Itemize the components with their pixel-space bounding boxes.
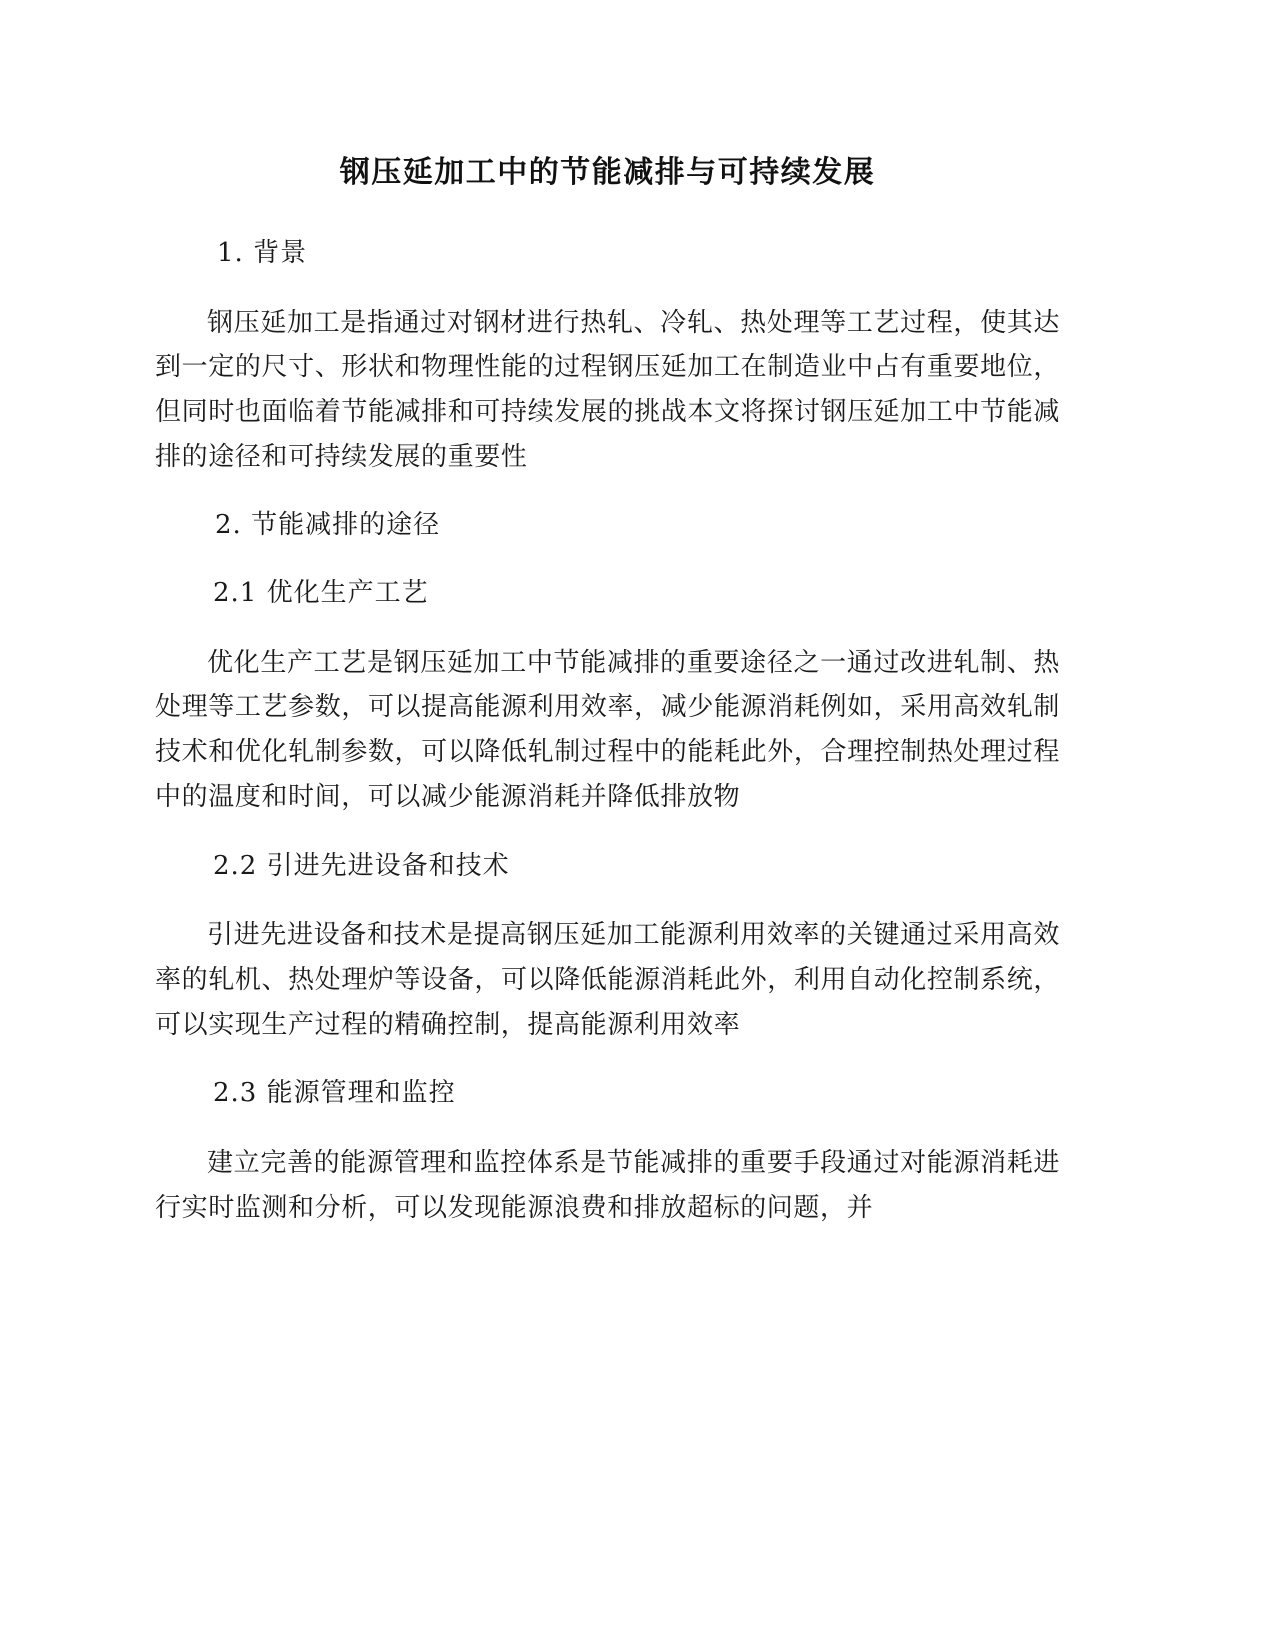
paragraph-background: 钢压延加工是指通过对钢材进行热轧、冷轧、热处理等工艺过程，使其达到一定的尺寸、形状和物理性能的过程钢压延加工在制造业中占有重要地位，但同时也面临着节能减排和可持续发展的挑战本文将探讨钢压延加工中节能减排的途径和可持续发展的重要性: [155, 307, 1060, 472]
page-title: 钢压延加工中的节能减排与可持续发展: [339, 155, 876, 190]
section-heading-1-background: 1. 背景: [217, 238, 308, 268]
paragraph-optimize-process: 优化生产工艺是钢压延加工中节能减排的重要途径之一通过改进轧制、热处理等工艺参数，可以提高能源利用效率，减少能源消耗例如，采用高效轧制技术和优化轧制参数，可以降低轧制过程中的能耗此外，合理控制热处理过程中的温度和时间，可以减少能源消耗并降低排放物: [155, 647, 1060, 812]
paragraph-advanced-equipment: 引进先进设备和技术是提高钢压延加工能源利用效率的关键通过采用高效率的轧机、热处理炉等设备，可以降低能源消耗此外，利用自动化控制系统，可以实现生产过程的精确控制，提高能源利用效率: [155, 920, 1060, 1040]
section-heading-2-1-optimize-process: 2.1 优化生产工艺: [213, 578, 429, 609]
paragraph-energy-management: 建立完善的能源管理和监控体系是节能减排的重要手段通过对能源消耗进行实时监测和分析，可以发现能源浪费和排放超标的问题，并: [155, 1147, 1060, 1223]
document-body: [155, 150, 1060, 1230]
section-heading-2-2-advanced-equipment: 2.2 引进先进设备和技术: [213, 850, 510, 881]
section-heading-2-pathways: 2. 节能减排的途径: [215, 510, 441, 541]
section-heading-2-3-energy-management: 2.3 能源管理和监控: [213, 1078, 456, 1109]
